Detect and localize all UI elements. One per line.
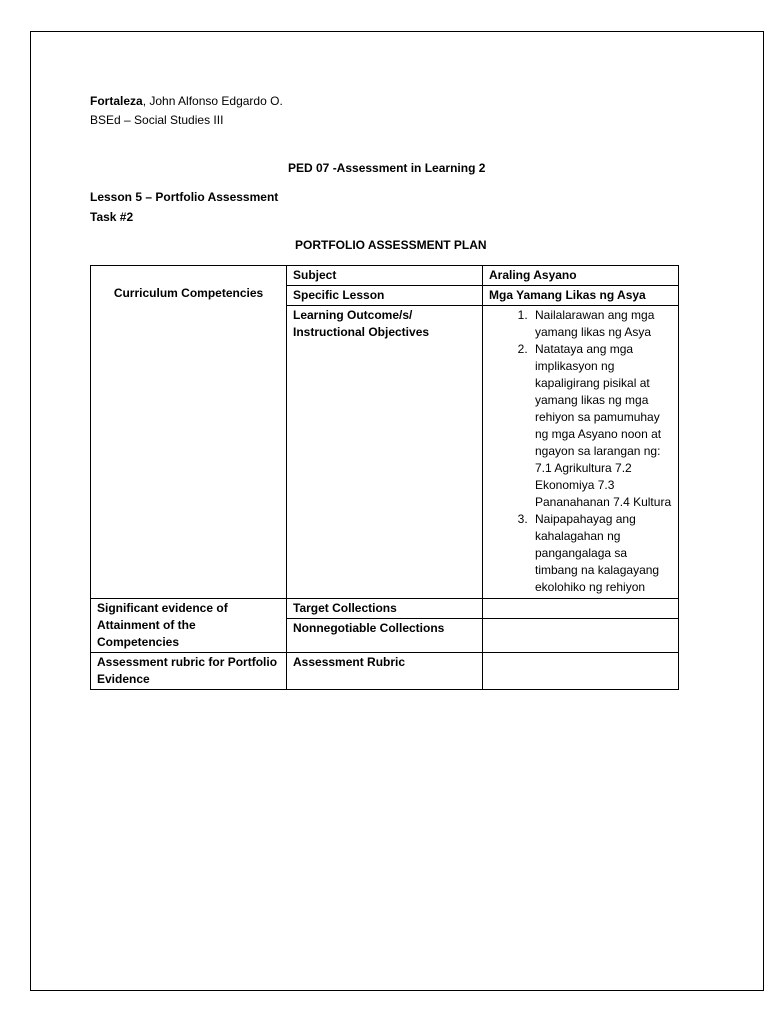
- author-surname: Fortaleza: [90, 94, 143, 108]
- outcomes-label: Learning Outcome/s/ Instructional Objectives: [287, 306, 483, 599]
- course-title: PED 07 -Assessment in Learning 2: [288, 161, 486, 175]
- subject-label: Subject: [287, 266, 483, 286]
- target-collections-value: [483, 599, 679, 619]
- portfolio-plan-table: [90, 265, 679, 690]
- objectives-cell: [483, 306, 679, 599]
- task-number: Task #2: [90, 210, 134, 224]
- objectives-list: [489, 307, 672, 596]
- objective-item: 2. Natataya ang mga implikasyon ng kapaligirang pisikal at yamang likas ng mga rehiyon sa pamumuhay ng mga Asyano noon at ngayon sa larangan ng: 7.1 Agrikultura 7.2 Ekonomiya 7.3 Pananahanan 7.4 Kultura: [531, 341, 672, 511]
- curriculum-competencies-label: Curriculum Competencies: [113, 286, 264, 300]
- author-line: [90, 93, 283, 110]
- objective-item: 1. Nailalarawan ang mga yamang likas ng Asya: [531, 307, 672, 341]
- nonnegotiable-value: [483, 619, 679, 653]
- target-collections-label: Target Collections: [287, 599, 483, 619]
- specific-lesson-label: Specific Lesson: [287, 286, 483, 306]
- table-row: [91, 266, 679, 286]
- table-row: [91, 653, 679, 690]
- subject-value: Araling Asyano: [483, 266, 679, 286]
- table-row: [91, 599, 679, 619]
- plan-title: PORTFOLIO ASSESSMENT PLAN: [295, 238, 487, 252]
- rubric-row-label: Assessment rubric for Portfolio Evidence: [91, 653, 287, 690]
- evidence-label: Significant evidence of Attainment of the Competencies: [91, 599, 287, 653]
- lesson-title: Lesson 5 – Portfolio Assessment: [90, 190, 279, 204]
- assessment-rubric-value: [483, 653, 679, 690]
- objective-item: 3. Naipapahayag ang kahalagahan ng pangangalaga sa timbang na kalagayang ekolohiko ng rehiyon: [531, 511, 672, 596]
- nonnegotiable-label: Nonnegotiable Collections: [287, 619, 483, 653]
- specific-lesson-value: Mga Yamang Likas ng Asya: [483, 286, 679, 306]
- author-given-names: , John Alfonso Edgardo O.: [142, 94, 283, 108]
- author-program: BSEd – Social Studies III: [90, 113, 224, 127]
- assessment-rubric-label: Assessment Rubric: [287, 653, 483, 690]
- curriculum-competencies-cell: [91, 266, 287, 599]
